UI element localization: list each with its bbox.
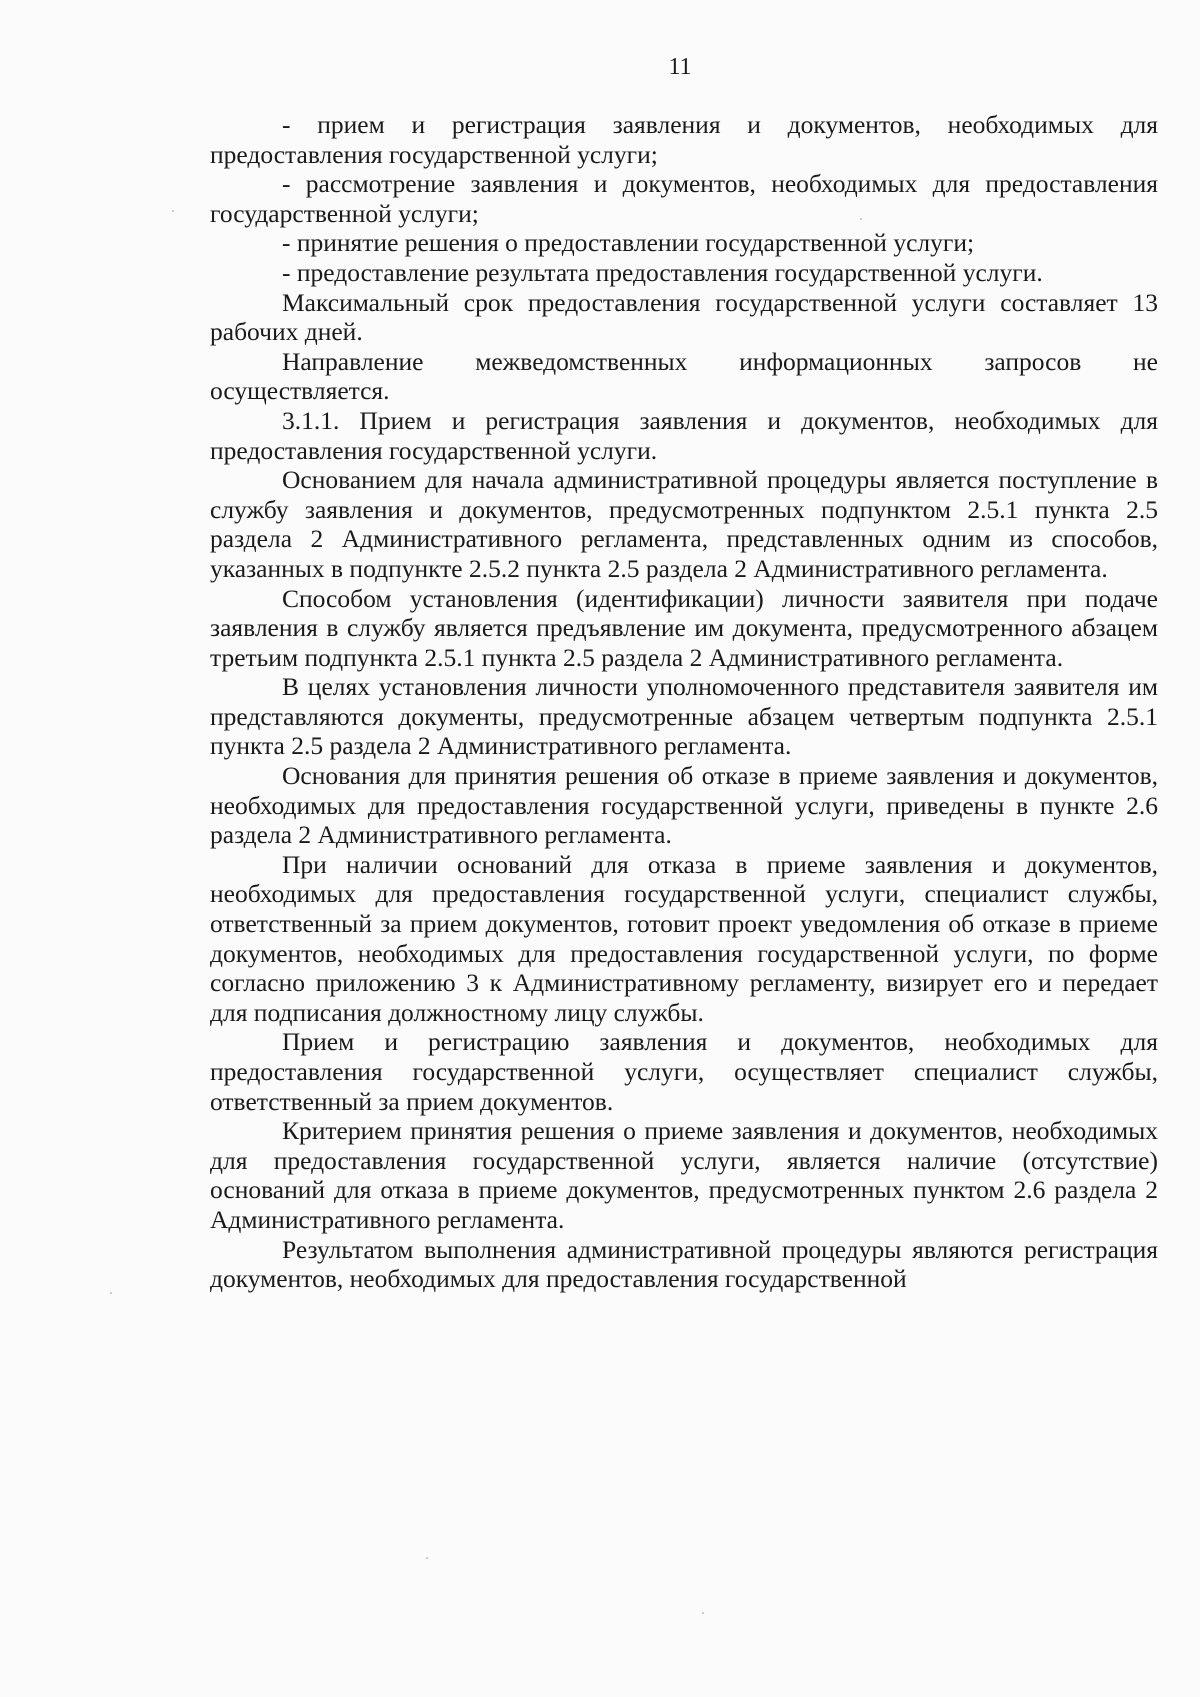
paragraph-refusal-grounds: Основания для принятия решения об отказе в приеме заявления и документов, необходимых для предоставления государственной услуги, приведены в пункте 2.6 раздела 2 Административного регламента.	[210, 761, 1158, 850]
paragraph-reception-specialist: Прием и регистрацию заявления и документов, необходимых для предоставления государственной услуги, осуществляет специалист службы, ответственный за прием документов.	[210, 1027, 1158, 1116]
paragraph-criterion: Критерием принятия решения о приеме заявления и документов, необходимых для предоставления государственной услуги, является наличие (отсутствие) оснований для отказа в приеме документов, предусмотренных пунктом 2.6 раздела 2 Административного регламента.	[210, 1116, 1158, 1234]
scan-speck	[702, 1612, 704, 1614]
paragraph-max-term: Максимальный срок предоставления государственной услуги составляет 13 рабочих дней.	[210, 287, 1158, 347]
list-item-decision: - принятие решения о предоставлении государственной услуги;	[282, 228, 975, 258]
scan-speck	[860, 218, 862, 220]
paragraph-refusal-procedure: При наличии оснований для отказа в приеме заявления и документов, необходимых для предоставления государственной услуги, специалист службы, ответственный за прием документов, готовит проект уведомления об отказе в приеме документов, необходимых для предоставления государственной услуги, по форме согласно приложению 3 к Административному регламенту, визирует его и передает для подписания должностному лицу службы.	[210, 849, 1158, 1027]
paragraph-grounds-start: Основанием для начала административной процедуры является поступление в службу заявления и документов, предусмотренных подпунктом 2.5.1 пункта 2.5 раздела 2 Административного регламента, представленных одним из способов, указанных в подпункте 2.5.2 пункта 2.5 раздела 2 Административного регламента.	[210, 465, 1158, 583]
list-item-reception: - прием и регистрация заявления и документов, необходимых для предоставления государственной услуги;	[210, 110, 1158, 169]
page-number: 11	[668, 54, 692, 80]
list-item-result: - предоставление результата предоставления государственной услуги.	[282, 257, 1043, 287]
paragraph-representative: В целях установления личности уполномоченного представителя заявителя им представляются документы, предусмотренные абзацем четвертым подпункта 2.5.1 пункта 2.5 раздела 2 Административного регламента.	[210, 672, 1158, 761]
scan-speck	[426, 1557, 428, 1559]
scan-speck	[172, 210, 174, 212]
paragraph-result: Результатом выполнения административной процедуры являются регистрация документов, необходимых для предоставления государственной	[210, 1234, 1158, 1294]
section-heading-3-1-1: 3.1.1. Прием и регистрация заявления и документов, необходимых для предоставления государственной услуги.	[210, 405, 1158, 465]
scan-speck	[110, 1292, 112, 1294]
paragraph-interagency-requests: Направление межведомственных информационных запросов не осуществляется.	[210, 346, 1158, 406]
paragraph-identification: Способом установления (идентификации) личности заявителя при подаче заявления в службу является предъявление им документа, предусмотренного абзацем третьим подпункта 2.5.1 пункта 2.5 раздела 2 Административного регламента.	[210, 583, 1158, 672]
document-body	[210, 110, 1158, 1294]
list-item-review: - рассмотрение заявления и документов, необходимых для предоставления государственной услуги;	[210, 169, 1158, 228]
